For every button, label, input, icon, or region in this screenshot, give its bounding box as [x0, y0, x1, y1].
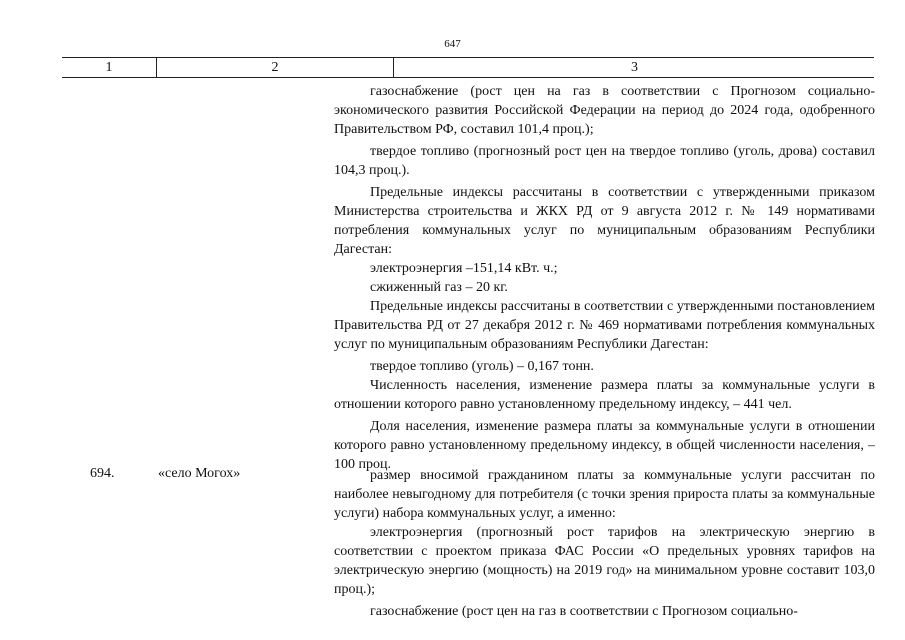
paragraph: твердое топливо (уголь) – 0,167 тонн. — [370, 359, 594, 374]
paragraph: электроэнергия –151,14 кВт. ч.; — [370, 261, 558, 276]
column-1-header: 1 — [105, 60, 113, 75]
column-3-header: 3 — [631, 60, 638, 75]
table-header — [62, 57, 874, 78]
row-694-description — [334, 466, 875, 621]
paragraph: газоснабжение (рост цен на газ в соответствии с Прогнозом социально-экономического развития Российской Федерации на период до 2024 года, одобренного Правительством РФ, составил 101,4 проц.); — [334, 84, 875, 137]
paragraph: сжиженный газ – 20 кг. — [370, 280, 508, 295]
column-divider — [393, 58, 394, 77]
settlement-name: «село Могох» — [158, 466, 241, 481]
paragraph: Доля населения, изменение размера платы за коммунальные услуги в отношении которого равно установленному предельному индексу, в общей численности населения, – 100 проц. — [334, 419, 875, 472]
paragraph: газоснабжение (рост цен на газ в соответствии с Прогнозом социально- — [370, 604, 798, 619]
paragraph: электроэнергия (прогнозный рост тарифов на электрическую энергию в соответствии с проектом приказа ФАС России «О предельных уровнях тарифов на электрическую энергию (мощность) на 2019 год» на минимальном уровне составит 103,0 проц.); — [334, 525, 875, 597]
paragraph: Численность населения, изменение размера платы за коммунальные услуги в отношении которого равно установленному предельному индексу, – 441 чел. — [334, 378, 875, 412]
paragraph: твердое топливо (прогнозный рост цен на твердое топливо (уголь, дрова) составил 104,3 проц.). — [334, 144, 875, 178]
paragraph: Предельные индексы рассчитаны в соответствии с утвержденными постановлением Правительства РД от 27 декабря 2012 г. № 469 нормативами потребления коммунальных услуг по муниципальным образованиям Республики Дагестан: — [334, 299, 875, 352]
row-693-description — [334, 82, 875, 474]
column-2-header: 2 — [271, 60, 279, 75]
paragraph: Предельные индексы рассчитаны в соответствии с утвержденными приказом Министерства строительства и ЖКХ РД от 9 августа 2012 г. № 149 нормативами потребления коммунальных услуг по муниципальным образованиям Республики Дагестан: — [334, 185, 875, 257]
page-number: 647 — [444, 38, 461, 50]
row-number: 694. — [90, 466, 115, 481]
paragraph: размер вносимой гражданином платы за коммунальные услуги рассчитан по наиболее невыгодному для потребителя (с точки зрения прироста платы за коммунальные услуги) набора коммунальных услуг, а именно: — [334, 468, 875, 521]
